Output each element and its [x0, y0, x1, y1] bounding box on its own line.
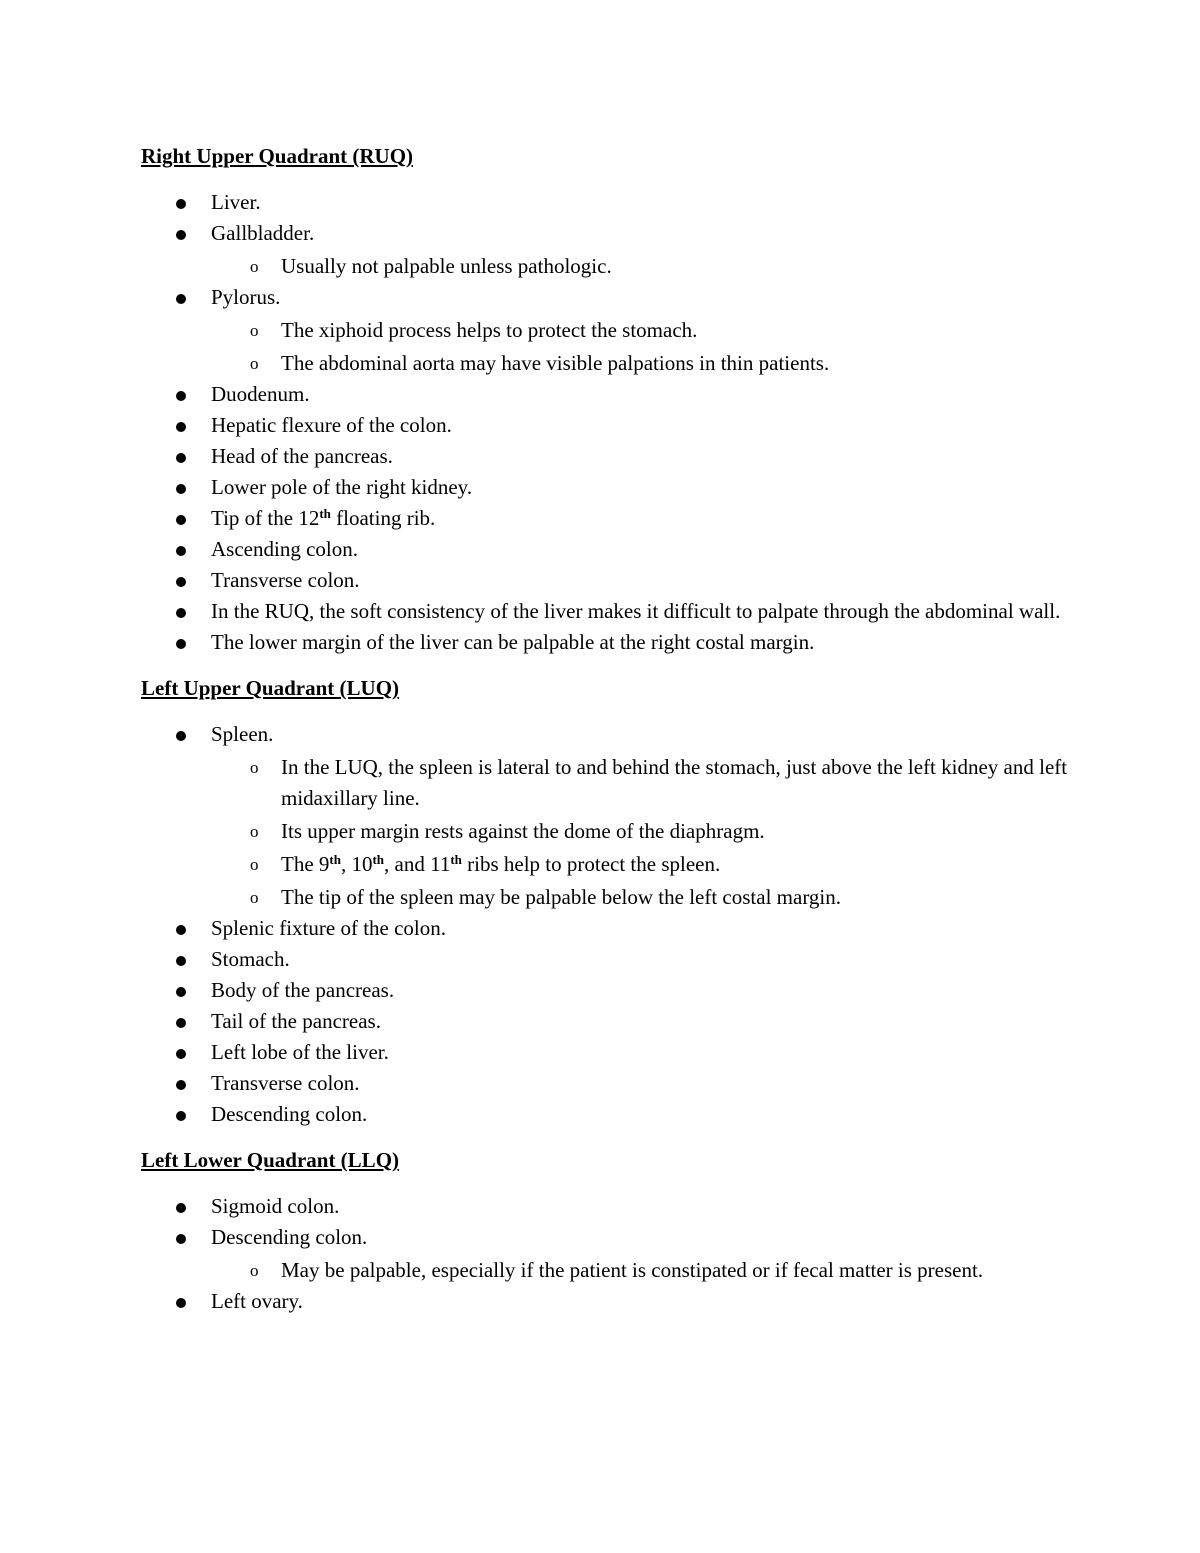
- circle-bullet-icon: o: [250, 758, 259, 777]
- sub-list-item: [211, 882, 1080, 913]
- list-item: [141, 719, 1080, 913]
- list-item: [141, 1099, 1080, 1130]
- item-text: Pylorus.: [211, 285, 281, 309]
- section-luq: [141, 673, 1080, 1130]
- item-text: Descending colon.: [211, 1225, 368, 1249]
- item-text: In the RUQ, the soft consistency of the liver makes it difficult to palpate through the abdominal wall.: [211, 599, 1061, 623]
- sub-item-text: The 9: [281, 852, 330, 876]
- list-item: [141, 410, 1080, 441]
- bullet-icon: [176, 1080, 186, 1090]
- bullet-list: [141, 1191, 1080, 1317]
- list-item: [141, 1222, 1080, 1286]
- bullet-list: [141, 187, 1080, 658]
- bullet-icon: [176, 1203, 186, 1213]
- item-text: Sigmoid colon.: [211, 1194, 340, 1218]
- sub-item-text: , and 11: [384, 852, 451, 876]
- item-text: Body of the pancreas.: [211, 978, 395, 1002]
- bullet-icon: [176, 294, 186, 304]
- item-text: Duodenum.: [211, 382, 310, 406]
- superscript: th: [329, 852, 341, 867]
- list-item: [141, 1068, 1080, 1099]
- item-text: Liver.: [211, 190, 261, 214]
- circle-bullet-icon: o: [250, 1261, 259, 1280]
- bullet-icon: [176, 199, 186, 209]
- list-item: [141, 282, 1080, 379]
- bullet-icon: [176, 956, 186, 966]
- list-item: [141, 913, 1080, 944]
- item-text: Ascending colon.: [211, 537, 358, 561]
- circle-bullet-icon: o: [250, 855, 259, 874]
- bullet-icon: [176, 230, 186, 240]
- bullet-icon: [176, 453, 186, 463]
- bullet-icon: [176, 484, 186, 494]
- list-item: [141, 596, 1080, 627]
- bullet-icon: [176, 546, 186, 556]
- sub-list: [211, 752, 1080, 913]
- item-text: Tail of the pancreas.: [211, 1009, 381, 1033]
- bullet-list: [141, 719, 1080, 1130]
- item-text: Gallbladder.: [211, 221, 315, 245]
- sub-list-item: [211, 1255, 1080, 1286]
- item-text: Spleen.: [211, 722, 274, 746]
- sub-list-item: [211, 348, 1080, 379]
- circle-bullet-icon: o: [250, 354, 259, 373]
- list-item: [141, 1006, 1080, 1037]
- list-item: [141, 1037, 1080, 1068]
- sub-item-text: The tip of the spleen may be palpable below the left costal margin.: [281, 885, 842, 909]
- item-text: floating rib.: [330, 506, 436, 530]
- item-text: Left ovary.: [211, 1289, 303, 1313]
- sub-item-text: , 10: [340, 852, 373, 876]
- item-text: Hepatic flexure of the colon.: [211, 413, 452, 437]
- list-item: [141, 503, 1080, 534]
- list-item: [141, 379, 1080, 410]
- bullet-icon: [176, 1018, 186, 1028]
- item-text: Transverse colon.: [211, 568, 360, 592]
- bullet-icon: [176, 639, 186, 649]
- bullet-icon: [176, 1049, 186, 1059]
- superscript: th: [319, 506, 331, 521]
- circle-bullet-icon: o: [250, 321, 259, 340]
- bullet-icon: [176, 422, 186, 432]
- list-item: [141, 944, 1080, 975]
- circle-bullet-icon: o: [250, 822, 259, 841]
- list-item: [141, 1191, 1080, 1222]
- bullet-icon: [176, 608, 186, 618]
- list-item: [141, 627, 1080, 658]
- list-item: [141, 218, 1080, 282]
- item-text: Lower pole of the right kidney.: [211, 475, 473, 499]
- sub-list-item: [211, 251, 1080, 282]
- sub-list-item: [211, 849, 1080, 880]
- circle-bullet-icon: o: [250, 257, 259, 276]
- bullet-icon: [176, 731, 186, 741]
- bullet-icon: [176, 577, 186, 587]
- sub-list: [211, 1255, 1080, 1286]
- section-llq: [141, 1145, 1080, 1317]
- sub-list-item: [211, 315, 1080, 346]
- list-item: [141, 1286, 1080, 1317]
- item-text: Splenic fixture of the colon.: [211, 916, 447, 940]
- bullet-icon: [176, 1298, 186, 1308]
- sub-item-text: ribs help to protect the spleen.: [461, 852, 721, 876]
- sub-item-text: Usually not palpable unless pathologic.: [281, 254, 612, 278]
- sub-list-item: [211, 816, 1080, 847]
- superscript: th: [450, 852, 462, 867]
- item-text: Left lobe of the liver.: [211, 1040, 389, 1064]
- sub-list: [211, 251, 1080, 282]
- section-title: Right Upper Quadrant (RUQ): [141, 144, 414, 168]
- list-item: [141, 565, 1080, 596]
- item-text: The lower margin of the liver can be palpable at the right costal margin.: [211, 630, 815, 654]
- bullet-icon: [176, 925, 186, 935]
- list-item: [141, 975, 1080, 1006]
- bullet-icon: [176, 987, 186, 997]
- sub-list: [211, 315, 1080, 379]
- sub-item-text: May be palpable, especially if the patient is constipated or if fecal matter is present.: [281, 1258, 984, 1282]
- list-item: [141, 187, 1080, 218]
- section-title: Left Lower Quadrant (LLQ): [141, 1148, 400, 1172]
- list-item: [141, 534, 1080, 565]
- circle-bullet-icon: o: [250, 888, 259, 907]
- list-item: [141, 441, 1080, 472]
- sub-item-text: The xiphoid process helps to protect the stomach.: [281, 318, 698, 342]
- sub-item-text: The abdominal aorta may have visible palpations in thin patients.: [281, 351, 830, 375]
- sub-item-text: In the LUQ, the spleen is lateral to and behind the stomach, just above the left kidney and left midaxillary line.: [281, 755, 1068, 810]
- item-text: Head of the pancreas.: [211, 444, 393, 468]
- section-ruq: [141, 141, 1080, 658]
- item-text: Descending colon.: [211, 1102, 368, 1126]
- bullet-icon: [176, 1111, 186, 1121]
- item-text: Transverse colon.: [211, 1071, 360, 1095]
- sub-list-item: [211, 752, 1080, 814]
- sub-item-text: Its upper margin rests against the dome of the diaphragm.: [281, 819, 765, 843]
- superscript: th: [372, 852, 385, 867]
- item-text: Tip of the 12: [211, 506, 320, 530]
- section-title: Left Upper Quadrant (LUQ): [141, 676, 400, 700]
- item-text: Stomach.: [211, 947, 290, 971]
- bullet-icon: [176, 1234, 186, 1244]
- list-item: [141, 472, 1080, 503]
- bullet-icon: [176, 515, 186, 525]
- bullet-icon: [176, 391, 186, 401]
